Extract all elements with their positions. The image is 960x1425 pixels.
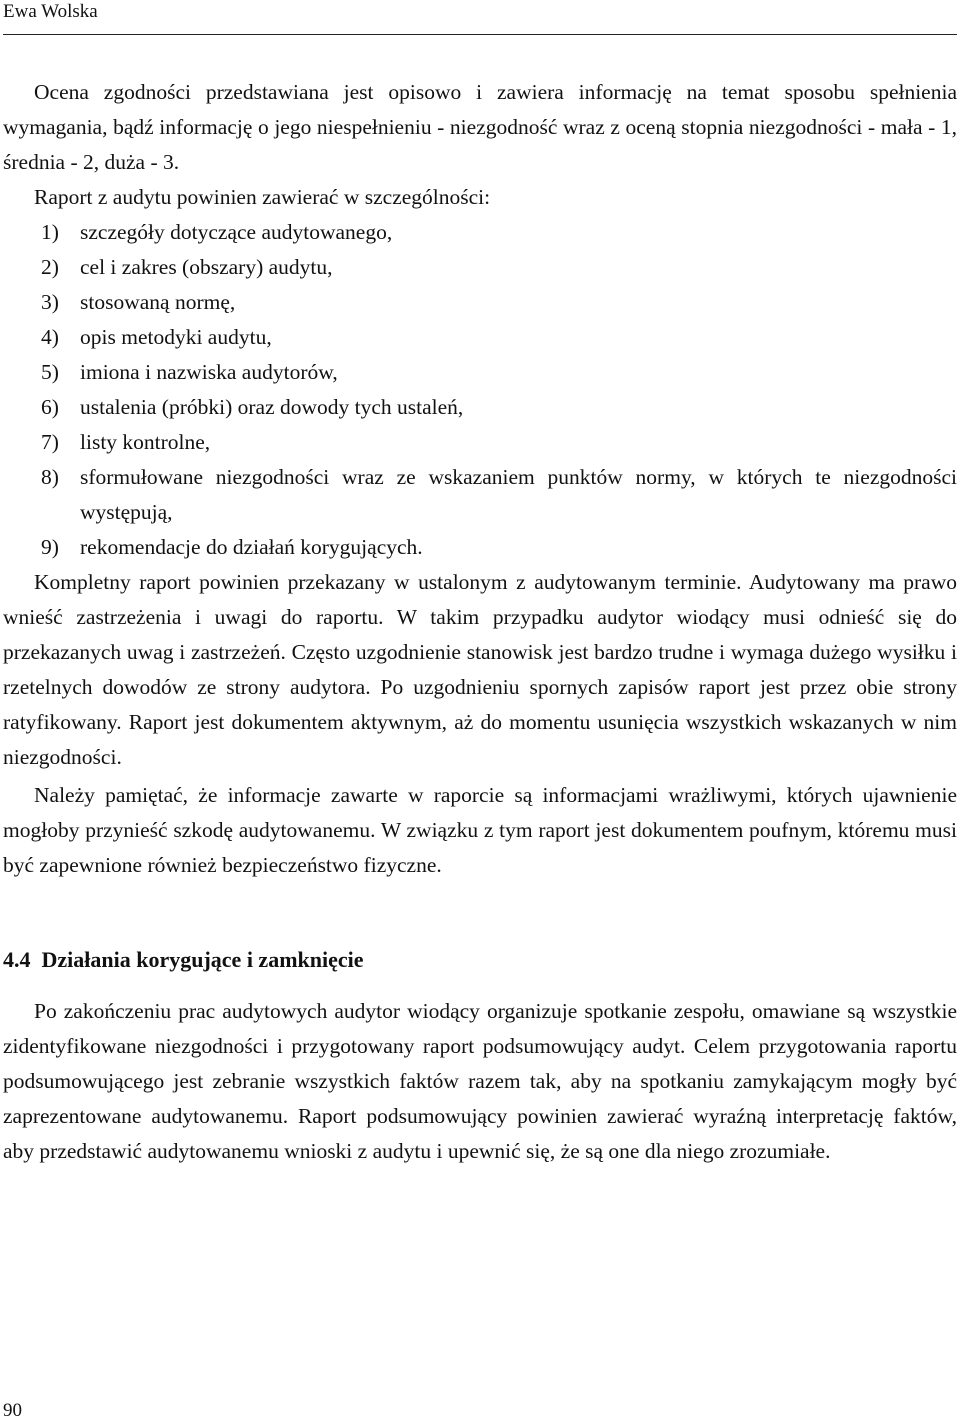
- page-number: 90: [3, 1400, 22, 1421]
- list-item-number: 5): [41, 360, 59, 384]
- list-item: [3, 285, 957, 320]
- page-content: [3, 75, 957, 1169]
- list-item-text: rekomendacje do działań korygujących.: [80, 535, 423, 559]
- list-item: [3, 530, 957, 565]
- list-item: [3, 425, 957, 460]
- list-item-number: 8): [41, 465, 59, 489]
- list-item: [3, 320, 957, 355]
- paragraph-confidentiality: Należy pamiętać, że informacje zawarte w raporcie są informacjami wrażliwymi, których ujawnienie mogłoby przynieść szkodę audytowanemu. W związku z tym raport jest dokumentem poufnym, któremu musi być zapewnione również bezpieczeństwo fizyczne.: [3, 783, 957, 877]
- list-item-text: cel i zakres (obszary) audytu,: [80, 255, 333, 279]
- list-item-text: sformułowane niezgodności wraz ze wskazaniem punktów normy, w których te niezgodności występują,: [80, 465, 957, 524]
- list-item: [3, 250, 957, 285]
- paragraph-assessment: Ocena zgodności przedstawiana jest opisowo i zawiera informację na temat sposobu spełnienia wymagania, bądź informację o jego niespełnieniu - niezgodność wraz z oceną stopnia niezgodności - mała - 1, średnia - 2, duża - 3.: [3, 80, 957, 174]
- report-intro: Raport z audytu powinien zawierać w szczególności:: [34, 185, 491, 209]
- list-item: [3, 460, 957, 530]
- report-contents-list: [3, 215, 957, 565]
- list-item-number: 2): [41, 255, 59, 279]
- list-item-number: 3): [41, 290, 59, 314]
- list-item-number: 9): [41, 535, 59, 559]
- list-item-number: 1): [41, 220, 59, 244]
- paragraph-complete-report: Kompletny raport powinien przekazany w ustalonym z audytowanym terminie. Audytowany ma prawo wnieść zastrzeżenia i uwagi do raportu. W takim przypadku audytor wiodący musi odnieść się do przekazanych uwag i zastrzeżeń. Często uzgodnienie stanowisk jest bardzo trudne i wymaga dużego wysiłku i rzetelnych dowodów ze strony audytora. Po uzgodnieniu spornych zapisów raport jest przez obie strony ratyfikowany. Raport jest dokumentem aktywnym, aż do momentu usunięcia wszystkich wskazanych w nim niezgodności.: [3, 570, 957, 769]
- section-title: Działania korygujące i zamknięcie: [41, 947, 364, 972]
- list-item: [3, 390, 957, 425]
- list-item-text: szczegóły dotyczące audytowanego,: [80, 220, 393, 244]
- list-item-text: ustalenia (próbki) oraz dowody tych ustaleń,: [80, 395, 464, 419]
- paragraph-closing-meeting: Po zakończeniu prac audytowych audytor wiodący organizuje spotkanie zespołu, omawiane są wszystkie zidentyfikowane niezgodności i przygotowany raport podsumowujący audyt. Celem przygotowania raportu podsumowującego jest zebranie wszystkich faktów razem tak, aby na spotkaniu zamykającym mogły być zaprezentowane audytowanemu. Raport podsumowujący powinien zawierać wyraźną interpretację faktów, aby przedstawić audytowanemu wnioski z audytu i upewnić się, że są one dla niego zrozumiałe.: [3, 999, 957, 1163]
- list-item-text: opis metodyki audytu,: [80, 325, 272, 349]
- list-item-number: 7): [41, 430, 59, 454]
- list-item-text: listy kontrolne,: [80, 430, 211, 454]
- section-number: 4.4: [3, 947, 31, 972]
- list-item-number: 6): [41, 395, 59, 419]
- running-header-author: Ewa Wolska: [3, 1, 98, 22]
- section-heading: [3, 942, 957, 977]
- list-item-text: imiona i nazwiska audytorów,: [80, 360, 338, 384]
- list-item-text: stosowaną normę,: [80, 290, 236, 314]
- list-item: [3, 215, 957, 250]
- header-rule: [3, 34, 957, 35]
- list-item-number: 4): [41, 325, 59, 349]
- list-item: [3, 355, 957, 390]
